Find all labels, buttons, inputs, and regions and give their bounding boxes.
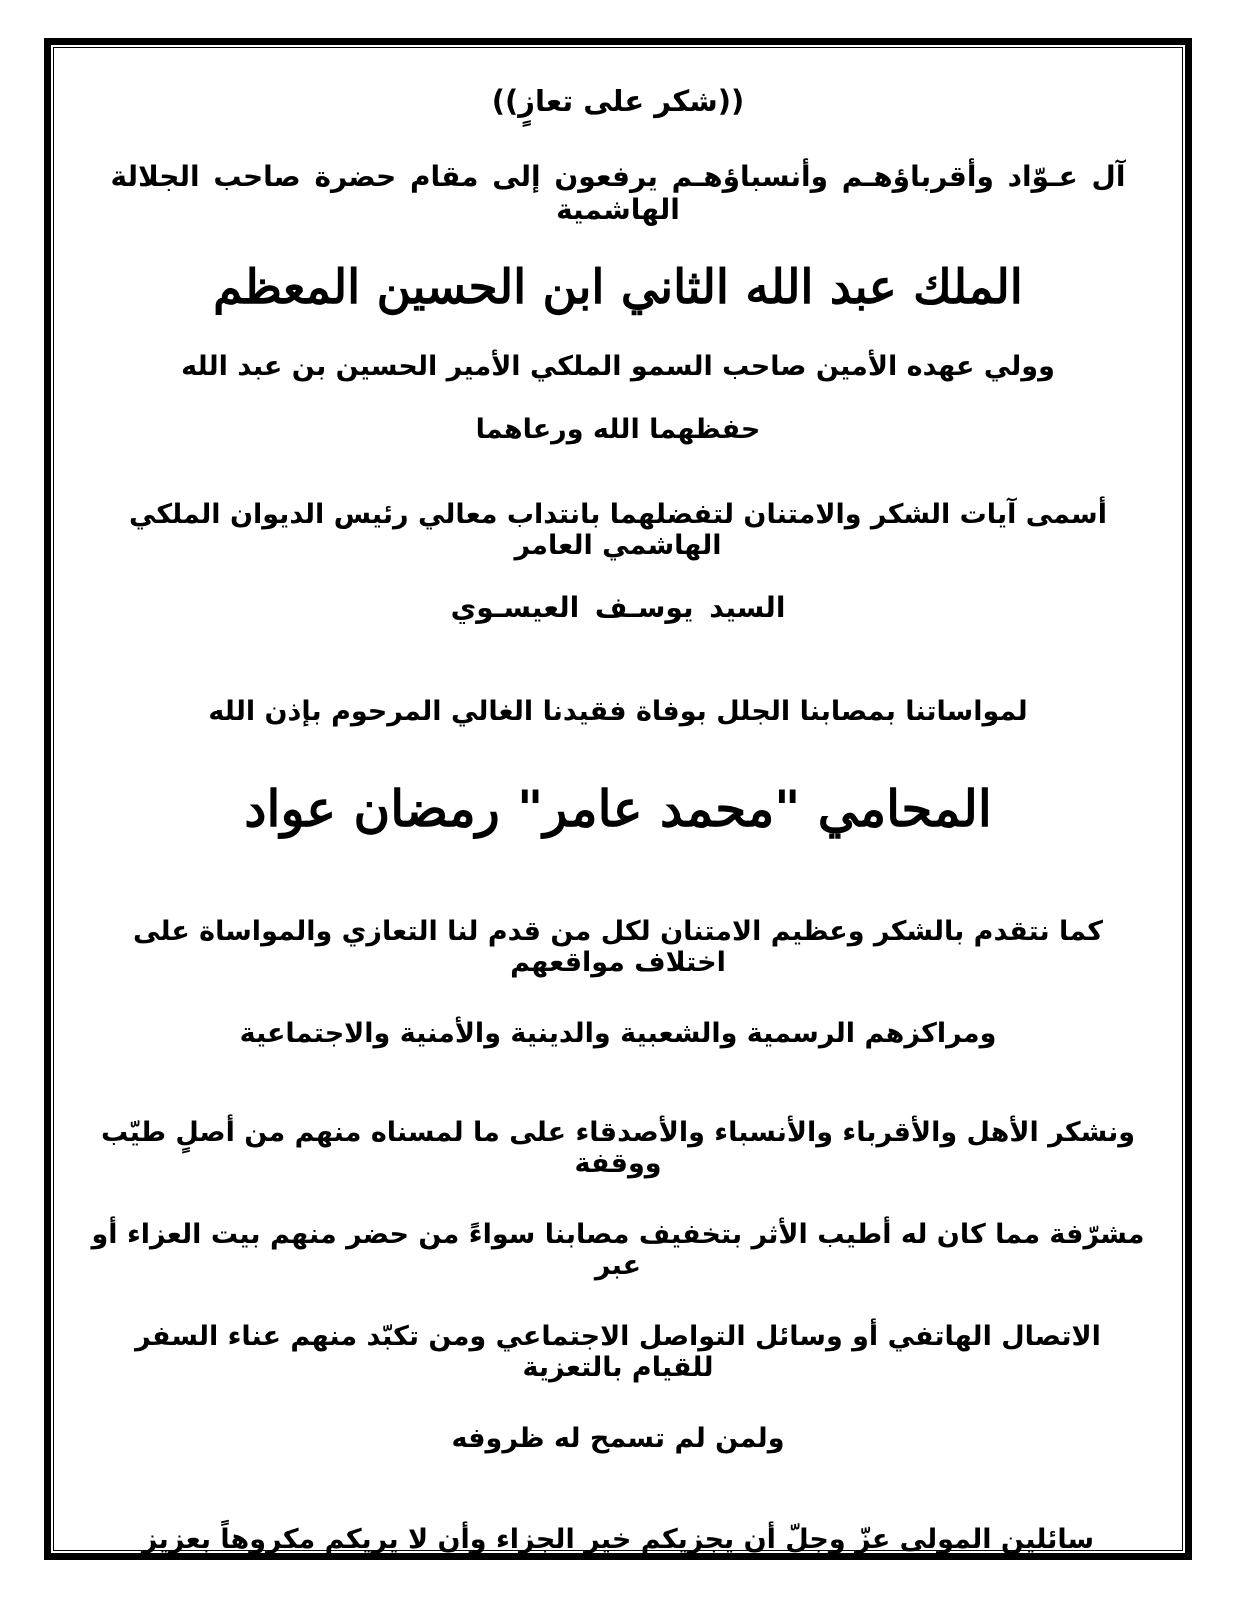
inner-border-frame <box>53 47 1183 1555</box>
thanks-paragraph-line-2: ومراكزهم الرسمية والشعبية والدينية والأمنية والاجتماعية <box>239 1018 997 1049</box>
thanks-paragraph-line-5: الاتصال الهاتفي أو وسائل التواصل الاجتماعي ومن تكبّد منهم عناء السفر للقيام بالتعزية <box>135 1321 1101 1383</box>
document-title: ((شكر على تعازٍ)) <box>491 84 745 118</box>
crown-prince-line: وولي عهده الأمين صاحب السمو الملكي الأمير الحسين بن عبد الله <box>181 351 1055 382</box>
outer-border-frame <box>44 38 1192 1560</box>
family-intro-line: آل عـوّاد وأقرباؤهـم وأنسباؤهـم يرفعون إلى مقام حضرة صاحب الجلالة الهاشمية <box>110 160 1126 226</box>
thanks-paragraph-line-1: كما نتقدم بالشكر وعظيم الامتنان لكل من قدم لنا التعازي والمواساة على اختلاف مواقعهم <box>133 916 1103 978</box>
document-body <box>90 84 1146 1555</box>
thanks-paragraph-line-3: ونشكر الأهل والأقرباء والأنسباء والأصدقاء على ما لمسناه منهم من أصلٍ طيّب ووقفة <box>100 1117 1135 1179</box>
deceased-name-line: المحامي "محمد عامر" رمضان عواد <box>244 779 992 838</box>
gratitude-line: أسمى آيات الشكر والامتنان لتفضلهما بانتداب معالي رئيس الديوان الملكي الهاشمي العامر <box>129 499 1107 561</box>
condolence-reason-line: لمواساتنا بمصابنا الجلل بوفاة فقيدنا الغالي المرحوم بإذن الله <box>208 696 1028 727</box>
blessing-line: حفظهما الله ورعاهما <box>475 414 761 445</box>
king-name-line: الملك عبد الله الثاني ابن الحسين المعظم <box>213 260 1023 315</box>
envoy-name-line: السيد يوسـف العيسـوي <box>450 591 786 624</box>
closing-prayer-line: سائلين المولى عزّ وجلّ أن يجزيكم خير الجزاء وأن لا يريكم مكروهاً بعزيز <box>141 1524 1095 1555</box>
thanks-paragraph-line-4: مشرّفة مما كان له أطيب الأثر بتخفيف مصابنا سواءً من حضر منهم بيت العزاء أو عبر <box>91 1219 1145 1281</box>
thanks-paragraph-line-6: ولمن لم تسمح له ظروفه <box>451 1423 785 1454</box>
